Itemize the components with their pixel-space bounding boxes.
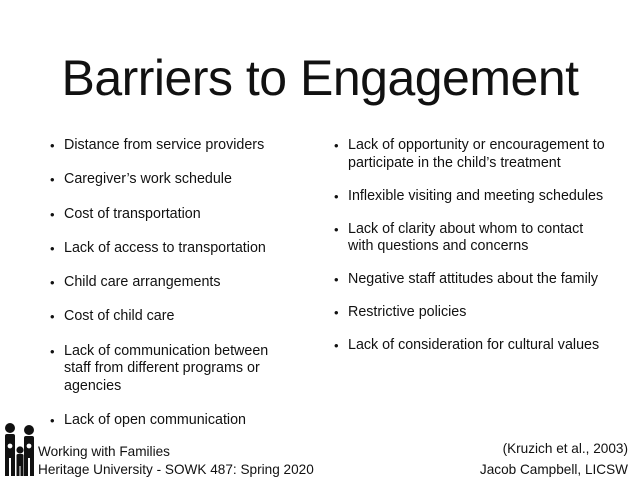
list-item: • Negative staff attitudes about the family bbox=[348, 271, 610, 289]
citation: (Kruzich et al., 2003) bbox=[502, 441, 628, 456]
course-title: Working with Families bbox=[38, 444, 170, 459]
author: Jacob Campbell, LICSW bbox=[479, 462, 628, 477]
right-bullet-list bbox=[348, 137, 610, 371]
list-item: • Restrictive policies bbox=[348, 304, 610, 322]
footer-credits bbox=[480, 438, 628, 480]
footer-course bbox=[38, 443, 314, 479]
left-bullet-list bbox=[64, 137, 296, 446]
list-item: • Lack of clarity about whom to contact with questions and concerns bbox=[348, 221, 610, 256]
list-item: • Child care arrangements bbox=[64, 274, 296, 292]
list-item: • Lack of opportunity or encouragement to participate in the child’s treatment bbox=[348, 137, 610, 172]
list-item: • Lack of communication between staff from different programs or agencies bbox=[64, 343, 296, 396]
family-icon bbox=[2, 420, 38, 478]
list-item: • Inflexible visiting and meeting schedules bbox=[348, 188, 610, 206]
list-item: • Cost of transportation bbox=[64, 206, 296, 224]
list-item: • Lack of access to transportation bbox=[64, 240, 296, 258]
list-item: • Caregiver’s work schedule bbox=[64, 171, 296, 189]
list-item: • Lack of consideration for cultural values bbox=[348, 337, 610, 355]
list-item: • Cost of child care bbox=[64, 308, 296, 326]
list-item: • Lack of open communication bbox=[64, 412, 296, 430]
slide-title: Barriers to Engagement bbox=[61, 50, 579, 106]
list-item: • Distance from service providers bbox=[64, 137, 296, 155]
course-info: Heritage University - SOWK 487: Spring 2020 bbox=[38, 462, 314, 477]
